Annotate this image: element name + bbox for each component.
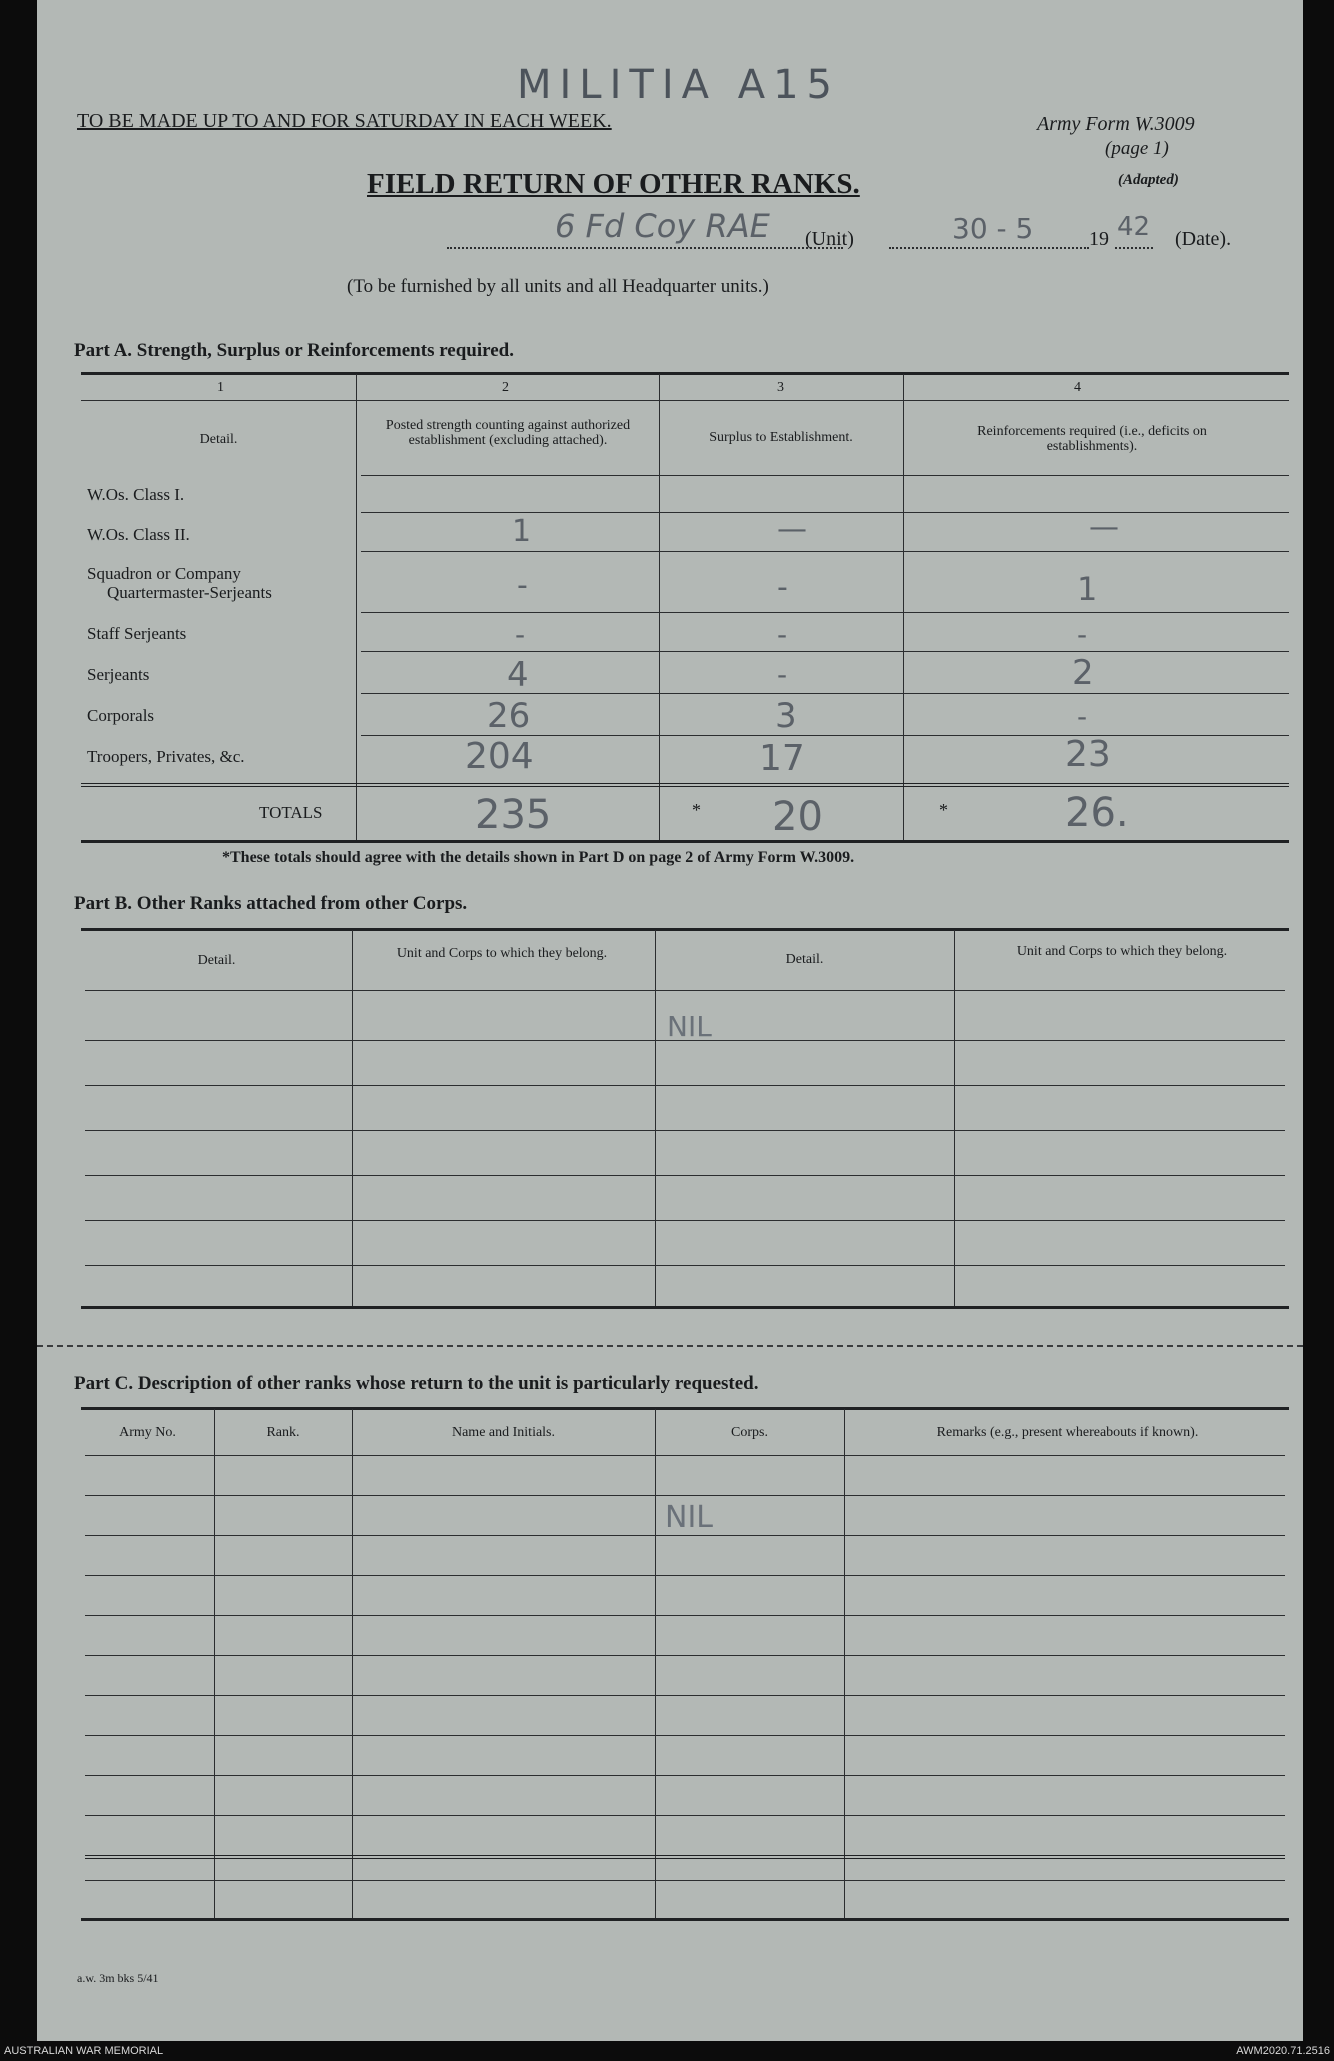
- part-b-col-detail: Detail.: [197, 953, 236, 968]
- furnished-note: (To be furnished by all units and all Headquarter units.): [347, 276, 769, 297]
- page-number: (page 1): [1105, 138, 1169, 159]
- table-cell-reinf: 23: [1065, 734, 1111, 775]
- archive-caption-right: AWM2020.71.2516: [1236, 2045, 1330, 2057]
- part-c-col-name: Name and Initials.: [451, 1425, 556, 1440]
- table-cell-reinf: -: [1077, 700, 1088, 733]
- date-label: (Date).: [1175, 228, 1232, 250]
- col-reinf-header: Reinforcements required (i.e., deficits on establishments).: [977, 424, 1207, 454]
- table-cell-surplus: 17: [759, 738, 805, 779]
- date-value: 30 - 5: [952, 212, 1034, 245]
- totals-label: TOTALS: [259, 803, 323, 822]
- table-cell-reinf: —: [1089, 510, 1119, 545]
- part-c-nil: NIL: [665, 1500, 714, 1535]
- totals-reinf: 26.: [1065, 790, 1129, 836]
- table-row-detail: W.Os. Class I.: [87, 485, 185, 504]
- table-cell-posted: 204: [465, 736, 534, 777]
- col-4-number: 4: [1074, 380, 1081, 395]
- adapted-note: (Adapted): [1118, 172, 1179, 188]
- col-2-number: 2: [502, 380, 509, 395]
- table-cell-posted: -: [517, 568, 528, 603]
- part-c-col-corps: Corps.: [731, 1425, 768, 1440]
- part-c-col-remarks: Remarks (e.g., present whereabouts if known).: [936, 1425, 1199, 1440]
- table-row-detail: Staff Serjeants: [87, 624, 187, 643]
- table-cell-reinf: 1: [1077, 570, 1098, 608]
- year-prefix: 19: [1089, 228, 1109, 250]
- unit-label: (Unit): [805, 228, 854, 250]
- table-cell-surplus: 3: [775, 696, 797, 736]
- table-row-detail: Serjeants: [87, 665, 150, 684]
- table-row-detail-2: Quartermaster-Serjeants: [107, 583, 272, 602]
- table-cell-surplus: -: [777, 570, 788, 605]
- table-cell-posted: 26: [487, 696, 531, 736]
- unit-value: 6 Fd Coy RAE: [555, 207, 770, 245]
- table-cell-reinf: -: [1077, 618, 1088, 651]
- year-suffix: 42: [1117, 212, 1151, 242]
- table-row-detail: W.Os. Class II.: [87, 525, 190, 544]
- part-c-col-army-no: Army No.: [119, 1425, 176, 1440]
- table-cell-surplus: -: [777, 618, 788, 651]
- totals-surplus: 20: [772, 794, 823, 840]
- totals-asterisk: *: [692, 800, 701, 820]
- table-cell-posted: -: [515, 618, 526, 651]
- table-cell-posted: 4: [507, 655, 529, 695]
- col-1-number: 1: [217, 380, 224, 395]
- col-detail-header: Detail.: [199, 432, 238, 447]
- table-cell-surplus: -: [777, 658, 788, 691]
- army-form-number: Army Form W.3009: [1037, 113, 1195, 135]
- col-posted-header: Posted strength counting against authorized establishment (excluding attached).: [385, 418, 631, 448]
- print-code: a.w. 3m bks 5/41: [77, 1971, 159, 1985]
- archive-caption-left: AUSTRALIAN WAR MEMORIAL: [4, 2045, 164, 2057]
- table-cell-surplus: —: [777, 512, 807, 547]
- part-a-title: Part A. Strength, Surplus or Reinforcements required.: [74, 340, 514, 361]
- table-cell-reinf: 2: [1072, 653, 1094, 693]
- table-row-detail: Troopers, Privates, &c.: [87, 747, 245, 766]
- totals-asterisk: *: [939, 800, 948, 820]
- made-up-instruction: TO BE MADE UP TO AND FOR SATURDAY IN EACH WEEK.: [77, 110, 612, 132]
- col-3-number: 3: [777, 380, 784, 395]
- part-b-title: Part B. Other Ranks attached from other Corps.: [74, 893, 468, 914]
- part-c-col-rank: Rank.: [266, 1425, 300, 1440]
- part-b-nil: NIL: [667, 1010, 712, 1043]
- totals-posted: 235: [475, 792, 552, 838]
- part-b-col-detail-2: Detail.: [785, 952, 824, 967]
- form-title: FIELD RETURN OF OTHER RANKS.: [367, 168, 860, 200]
- col-surplus-header: Surplus to Establishment.: [709, 430, 853, 445]
- part-b-col-unit-corps-2: Unit and Corps to which they belong.: [1016, 944, 1228, 959]
- totals-footnote: *These totals should agree with the details shown in Part D on page 2 of Army Form W.3009.: [222, 849, 855, 866]
- part-b-col-unit-corps: Unit and Corps to which they belong.: [396, 946, 608, 961]
- table-cell-posted: 1: [512, 514, 532, 549]
- part-c-title: Part C. Description of other ranks whose return to the unit is particularly requested.: [74, 1373, 759, 1394]
- form-paper: [37, 0, 1303, 2041]
- handwritten-militia-note: MILITIA A15: [517, 62, 840, 108]
- table-row-detail: Squadron or Company: [87, 564, 241, 583]
- table-row-detail: Corporals: [87, 706, 155, 725]
